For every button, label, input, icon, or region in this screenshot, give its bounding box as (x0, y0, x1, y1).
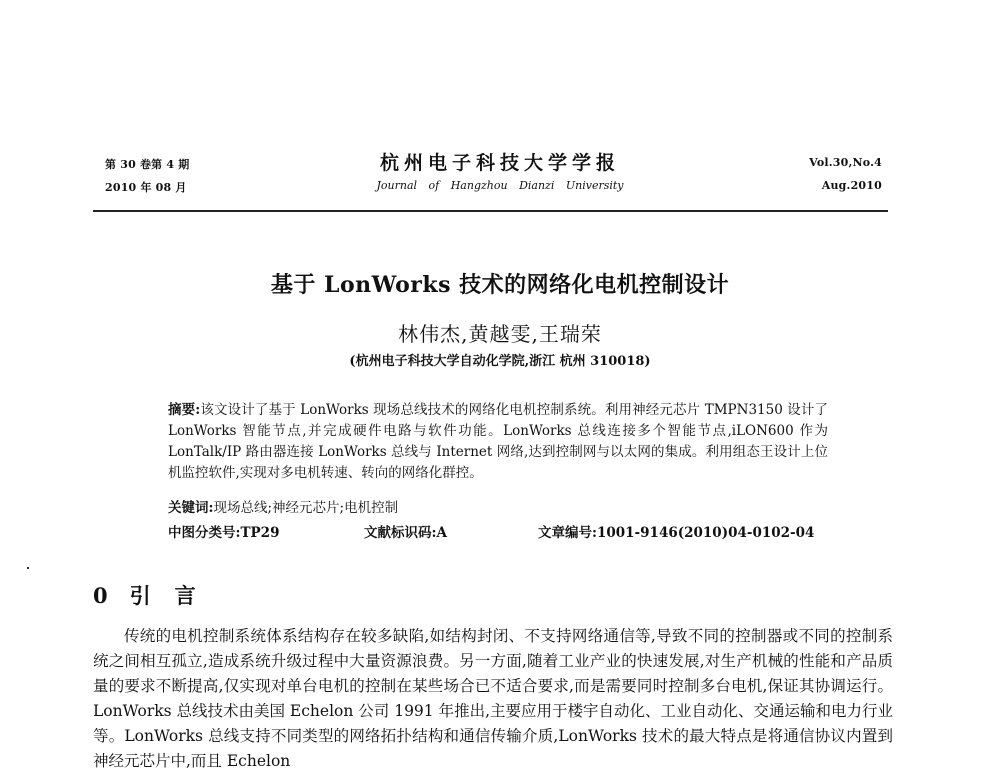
document-code: 文献标识码:A (364, 525, 447, 541)
article-id: 文章编号:1001-9146(2010)04-0102-04 (538, 525, 815, 541)
keywords-label: 关键词: (168, 500, 214, 516)
journal-title-cn: 杭州电子科技大学学报 (379, 152, 620, 174)
section-heading (93, 580, 220, 610)
clc-number: 中图分类号:TP29 (168, 525, 280, 541)
keywords (168, 496, 398, 516)
abstract-text: 该文设计了基于 LonWorks 现场总线技术的网络化电机控制系统。利用神经元芯片 TMPN3150 设计了 LonWorks 智能节点,并完成硬件电路与软件功能。LonWorks 总线连接多个智能节点,iLON600 作为 LonTalk/IP 路由器连接 LonWorks 总线与 Internet 网络,达到控制网与以太网的集成。利用组态王设计上位机监控软件,实现对多电机转速、转向的网络化群控。 (168, 402, 828, 481)
section-number: 0 (93, 583, 108, 608)
header-rule (93, 210, 888, 212)
abstract-label: 摘要: (168, 402, 201, 418)
author-affiliation: (杭州电子科技大学自动化学院,浙江 杭州 310018) (349, 354, 651, 369)
abstract (168, 400, 828, 484)
section-title: 引言 (129, 583, 220, 608)
article-title: 基于 LonWorks 技术的网络化电机控制设计 (270, 272, 730, 298)
body-paragraph: 传统的电机控制系统体系结构存在较多缺陷,如结构封闭、不支持网络通信等,导致不同的控制器或不同的控制系统之间相互孤立,造成系统升级过程中大量资源浪费。另一方面,随着工业产业的快速发展,对生产机械的性能和产品质量的要求不断提高,仅实现对单台电机的控制在某些场合已不适合要求,而是需要同时控制多台电机,保证其协调运行。LonWorks 总线技术由美国 Echelon 公司 1991 年推出,主要应用于楼宇自动化、工业自动化、交通运输和电力行业等。LonWorks 总线支持不同类型的网络拓扑结构和通信传输介质,LonWorks 技术的最大特点是将通信协议内置到神经元芯片中,而且 Echelon (93, 627, 894, 770)
journal-title-en: Journal of Hangzhou Dianzi University (376, 179, 624, 192)
keywords-text: 现场总线;神经元芯片;电机控制 (213, 500, 399, 516)
volume-issue-cn: 第 30 卷第 4 期 (105, 158, 190, 171)
date-en: Aug.2010 (821, 179, 882, 192)
author-list: 林伟杰,黄越雯,王瑞荣 (398, 322, 602, 346)
date-cn: 2010 年 08 月 (105, 181, 187, 194)
scan-speck (27, 567, 29, 569)
volume-issue-en: Vol.30,No.4 (809, 156, 882, 169)
